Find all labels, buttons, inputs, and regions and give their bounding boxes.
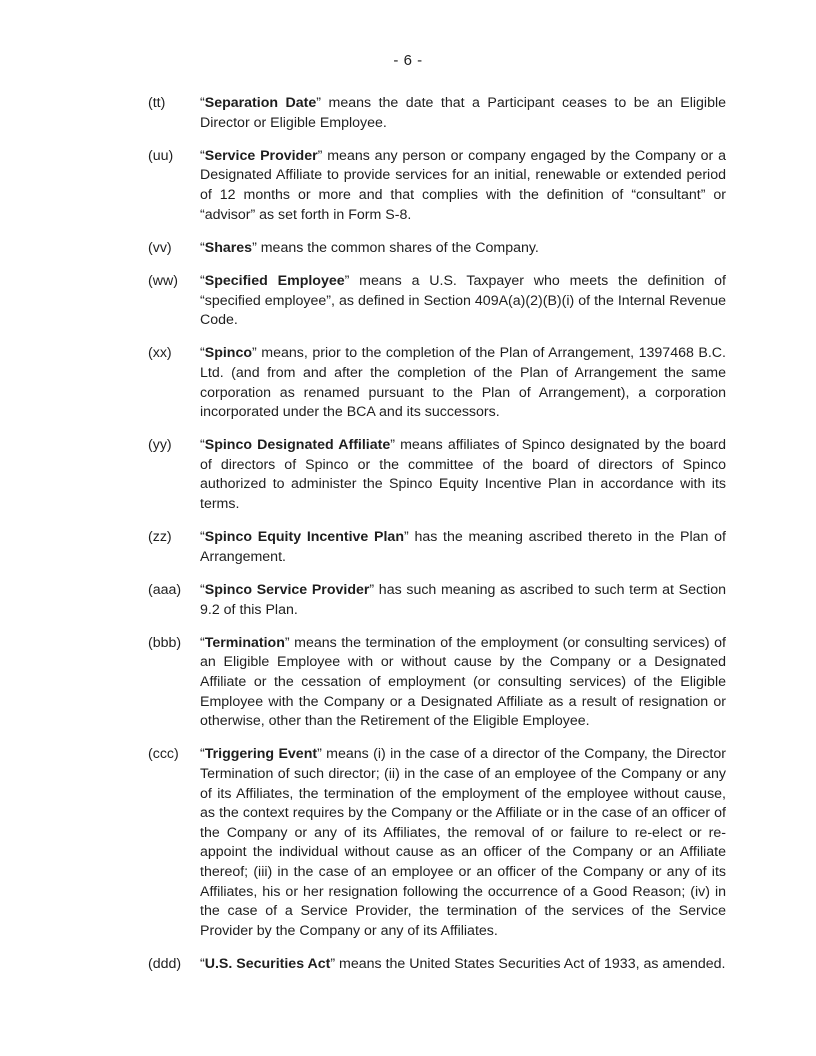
definitions-list xyxy=(148,94,726,975)
definition-separation-date: (tt) “Separation Date” means the date that a Participant ceases to be an Eligible Director or Eligible Employee. xyxy=(148,95,726,131)
definition-termination: (bbb) “Termination” means the termination of the employment (or consulting services) of an Eligible Employee with or without cause by the Company or a Designated Affiliate or the cessation of employment (or consulting services) of the Eligible Employee with the Company or a Designated Affiliate as a result of resignation or otherwise, other than the Retirement of the Eligible Employee. xyxy=(148,634,726,730)
definition-spinco: (xx) “Spinco” means, prior to the completion of the Plan of Arrangement, 1397468 B.C. Ltd. (and from and after the completion of the Plan of Arrangement the same corporation as renamed pursuant to the Plan of Arrangement), a corporation incorporated under the BCA and its successors. xyxy=(148,345,726,421)
definition-label: (aaa) xyxy=(148,582,182,599)
definition-text: means any person or company engaged by the Company or a Designated Affiliate to provide services for an initial, renewable or extended period of 12 months or more and that complies with the definition of “consultant” or “advisor” as set forth in Form S-8. xyxy=(200,147,726,223)
definition-term: Triggering Event xyxy=(204,746,318,763)
definition-label: (ccc) xyxy=(148,746,179,763)
definition-label: (vv) xyxy=(148,239,172,256)
definition-term: Service Provider xyxy=(204,147,318,164)
definition-service-provider: (uu) “Service Provider” means any person or company engaged by the Company or a Designated Affiliate to provide services for an initial, renewable or extended period of 12 months or more and that complies with the definition of “consultant” or “advisor” as set forth in Form S-8. xyxy=(148,147,726,223)
definition-text: has such meaning as ascribed to such term at Section 9.2 of this Plan. xyxy=(200,582,726,618)
definition-label: (tt) xyxy=(148,95,166,111)
definition-text: means the common shares of the Company. xyxy=(256,239,539,256)
definition-spinco-equity-incentive-plan: (zz) “Spinco Equity Incentive Plan” has the meaning ascribed thereto in the Plan of Arrangement. xyxy=(148,529,726,565)
page-number: - 6 - xyxy=(393,52,423,69)
definition-term: U.S. Securities Act xyxy=(204,955,331,972)
definition-text: means affiliates of Spinco designated by the board of directors of Spinco or the committee of the board of directors of Spinco authorized to administer the Spinco Equity Incentive Plan in accordance with its terms. xyxy=(200,437,726,513)
definition-spinco-service-provider: (aaa) “Spinco Service Provider” has such meaning as ascribed to such term at Section 9.2 of this Plan. xyxy=(148,582,726,618)
definition-term: Shares xyxy=(204,239,253,256)
definition-label: (bbb) xyxy=(148,634,182,651)
definition-label: (zz) xyxy=(148,529,172,546)
definition-label: (uu) xyxy=(148,147,174,164)
definition-text: means the termination of the employment (or consulting services) of an Eligible Employee with or without cause by the Company or a Designated Affiliate or the cessation of employment (or consulting services) of the Eligible Employee with the Company or a Designated Affiliate as a result of resignation or otherwise, other than the Retirement of the Eligible Employee. xyxy=(200,634,726,730)
definition-us-securities-act: (ddd) “U.S. Securities Act” means the United States Securities Act of 1933, as amended. xyxy=(148,955,726,975)
definition-triggering-event: (ccc) “Triggering Event” means (i) in the case of a director of the Company, the Director Termination of such director; (ii) in the case of an employee of the Company or any of its Affiliates, the termination of the employment of the employee without cause, as the context requires by the Company or the Affiliate or in the case of an officer of the Company or any of its Affiliates, the removal of or failure to re-elect or re-appoint the individual without cause as an officer of the Company or an Affiliate thereof; (iii) in the case of an employee or an officer of the Company or any of its Affiliates, his or her resignation following the occurrence of a Good Reason; (iv) in the case of a Service Provider, the termination of the services of the Service Provider by the Company or any of its Affiliates. xyxy=(148,746,726,939)
definition-label: (ddd) xyxy=(148,955,182,972)
definition-term: Separation Date xyxy=(204,95,317,111)
definition-term: Specified Employee xyxy=(204,272,345,289)
definition-spinco-designated-affiliate: (yy) “Spinco Designated Affiliate” means affiliates of Spinco designated by the board of directors of Spinco or the committee of the board of directors of Spinco authorized to administer the Spinco Equity Incentive Plan in accordance with its terms. xyxy=(148,437,726,513)
definition-specified-employee: (ww) “Specified Employee” means a U.S. Taxpayer who meets the definition of “specified employee”, as defined in Section 409A(a)(2)(B)(i) of the Internal Revenue Code. xyxy=(148,272,726,329)
definition-label: (xx) xyxy=(148,345,172,362)
definition-term: Spinco Equity Incentive Plan xyxy=(204,529,404,546)
definition-shares: (vv) “Shares” means the common shares of the Company. xyxy=(148,239,726,259)
definition-term: Spinco Designated Affiliate xyxy=(204,437,391,454)
definition-term: Spinco Service Provider xyxy=(204,582,370,599)
definition-text: means the date that a Participant ceases to be an Eligible Director or Eligible Employee. xyxy=(200,95,726,131)
definition-label: (ww) xyxy=(148,272,178,289)
definition-text: has the meaning ascribed thereto in the Plan of Arrangement. xyxy=(200,529,726,565)
definition-text: means (i) in the case of a director of the Company, the Director Termination of such director; (ii) in the case of an employee of the Company or any of its Affiliates, the termination of the employment of the employee without cause, as the context requires by the Company or the Affiliate or in the case of an officer of the Company or any of its Affiliates, the removal of or failure to re-elect or re-appoint the individual without cause as an officer of the Company or an Affiliate thereof; (iii) in the case of an employee or an officer of the Company or any of its Affiliates, his or her resignation following the occurrence of a Good Reason; (iv) in the case of a Service Provider, the termination of the services of the Service Provider by the Company or any of its Affiliates. xyxy=(200,746,726,939)
definition-label: (yy) xyxy=(148,437,172,454)
definition-term: Spinco xyxy=(204,345,253,362)
definition-text: means, prior to the completion of the Plan of Arrangement, 1397468 B.C. Ltd. (and from and after the completion of the Plan of Arrangement the same corporation as renamed pursuant to the Plan of Arrangement), a corporation incorporated under the BCA and its successors. xyxy=(200,345,726,421)
definition-term: Termination xyxy=(204,634,285,651)
definition-text: means a U.S. Taxpayer who meets the definition of “specified employee”, as defined in Section 409A(a)(2)(B)(i) of the Internal Revenue Code. xyxy=(200,272,726,329)
definition-text: means the United States Securities Act of 1933, as amended. xyxy=(335,955,726,972)
